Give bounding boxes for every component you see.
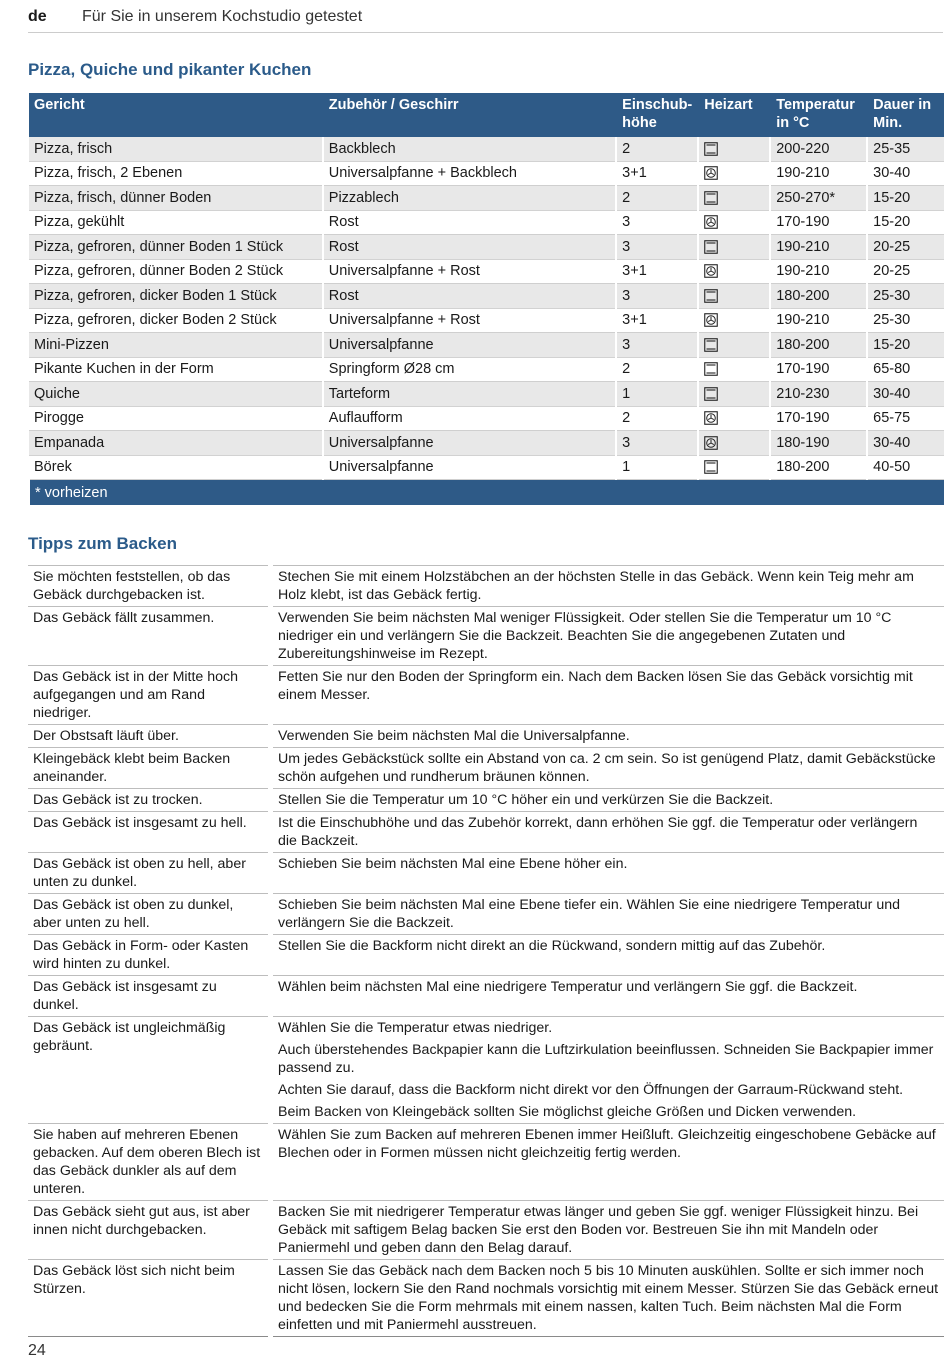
- tip-solution: [271, 1260, 945, 1337]
- table-row: [29, 186, 944, 211]
- tip-row: [28, 789, 944, 812]
- page-header: [28, 6, 943, 34]
- table-row: [29, 210, 944, 235]
- tip-solution: [271, 812, 945, 853]
- tip-solution: [271, 748, 945, 789]
- tip-problem: Das Gebäck ist oben zu hell, aber unten zu dunkel.: [28, 853, 271, 894]
- cell-heat: [698, 186, 770, 211]
- cell-dish: Empanada: [29, 431, 323, 456]
- cell-accessory: Backblech: [323, 137, 616, 161]
- cell-heat: [698, 137, 770, 161]
- cell-time: 15-20: [867, 333, 944, 358]
- cell-temp: 180-200: [770, 333, 867, 358]
- header-rule: [28, 32, 943, 33]
- table-row: [29, 308, 944, 333]
- cell-accessory: Auflaufform: [323, 406, 616, 431]
- cell-dish: Pizza, gekühlt: [29, 210, 323, 235]
- language-code: de: [28, 8, 47, 25]
- cell-dish: Pirogge: [29, 406, 323, 431]
- cell-heat: [698, 161, 770, 186]
- tip-row: [28, 812, 944, 853]
- hot-air-icon: [704, 263, 718, 279]
- cell-time: 25-30: [867, 284, 944, 309]
- tip-solution: [271, 1017, 945, 1124]
- table-row: [29, 235, 944, 260]
- tip-solution-paragraph: Stechen Sie mit einem Holzstäbchen an der höchsten Stelle in das Gebäck. Wenn kein Teig mehr am Holz klebt, ist das Gebäck fertig.: [278, 569, 914, 603]
- tips-table: [28, 565, 944, 1337]
- cell-time: 15-20: [867, 210, 944, 235]
- cell-time: 65-75: [867, 406, 944, 431]
- tip-row: [28, 1201, 944, 1260]
- cell-heat: [698, 333, 770, 358]
- section-title-tips: Tipps zum Backen: [28, 534, 177, 553]
- cell-level: 3: [616, 431, 698, 456]
- tip-solution: [271, 725, 945, 748]
- tip-solution-paragraph: Wählen Sie die Temperatur etwas niedriger.: [278, 1020, 553, 1036]
- top-bottom-heat-icon: [704, 386, 718, 402]
- tip-problem: Sie haben auf mehreren Ebenen gebacken. Auf dem oberen Blech ist das Gebäck dunkler als auf dem unteren.: [28, 1124, 271, 1201]
- section-title-pizza: Pizza, Quiche und pikanter Kuchen: [28, 60, 312, 79]
- table-row: [29, 357, 944, 382]
- tip-solution-paragraph: Beim Backen von Kleingebäck sollten Sie möglichst gleiche Größen und Dicken verwenden.: [278, 1104, 857, 1120]
- hot-air-icon: [704, 435, 718, 451]
- cell-heat: [698, 259, 770, 284]
- tip-row: [28, 894, 944, 935]
- cell-level: 3: [616, 333, 698, 358]
- tip-solution: [271, 1124, 945, 1201]
- col-accessory: Zubehör / Geschirr: [323, 93, 616, 137]
- tip-solution-paragraph: Auch überstehendes Backpapier kann die Luftzirkulation beeinflussen. Schneiden Sie Backpapier immer passend zu.: [278, 1042, 934, 1076]
- tip-solution: [271, 789, 945, 812]
- cell-accessory: Springform Ø28 cm: [323, 357, 616, 382]
- chapter-title: Für Sie in unserem Kochstudio getestet: [82, 8, 363, 25]
- cell-time: 20-25: [867, 235, 944, 260]
- tip-problem: Das Gebäck ist in der Mitte hoch aufgegangen und am Rand niedriger.: [28, 666, 271, 725]
- table-row: [29, 455, 944, 480]
- cell-accessory: Tarteform: [323, 382, 616, 407]
- cell-accessory: Rost: [323, 284, 616, 309]
- col-temp: Temperatur in °C: [770, 93, 867, 137]
- cell-heat: [698, 284, 770, 309]
- cell-time: 65-80: [867, 357, 944, 382]
- tip-row: [28, 607, 944, 666]
- cell-level: 3: [616, 235, 698, 260]
- tip-solution-paragraph: Verwenden Sie beim nächsten Mal weniger Flüssigkeit. Oder stellen Sie die Temperatur um 10 °C niedriger ein und verlängern Sie die Backzeit. Beachten Sie die angegebenen Zutaten und Zubereitungshinweise im Rezept.: [278, 610, 892, 662]
- tip-problem: Das Gebäck ist insgesamt zu dunkel.: [28, 976, 271, 1017]
- tip-solution-paragraph: Schieben Sie beim nächsten Mal eine Ebene tiefer ein. Wählen Sie eine niedrigere Temperatur und verlängern Sie die Backzeit.: [278, 897, 901, 931]
- cell-dish: Pizza, frisch, dünner Boden: [29, 186, 323, 211]
- tip-solution-paragraph: Wählen beim nächsten Mal eine niedrigere Temperatur und verlängern Sie ggf. die Backzeit.: [278, 979, 858, 995]
- cell-temp: 170-190: [770, 357, 867, 382]
- cell-temp: 190-210: [770, 235, 867, 260]
- tip-problem: Sie möchten feststellen, ob das Gebäck durchgebacken ist.: [28, 566, 271, 607]
- hot-air-icon: [704, 214, 718, 230]
- table-row: [29, 259, 944, 284]
- cell-heat: [698, 235, 770, 260]
- cell-dish: Pizza, gefroren, dünner Boden 1 Stück: [29, 235, 323, 260]
- top-bottom-heat-icon: [704, 288, 718, 304]
- hot-air-icon: [704, 410, 718, 426]
- tip-row: [28, 1124, 944, 1201]
- top-bottom-heat-icon: [704, 361, 718, 377]
- tip-row: [28, 666, 944, 725]
- cell-accessory: Pizzablech: [323, 186, 616, 211]
- cell-temp: 210-230: [770, 382, 867, 407]
- cell-dish: Börek: [29, 455, 323, 480]
- cell-temp: 190-210: [770, 161, 867, 186]
- cell-time: 25-30: [867, 308, 944, 333]
- cell-temp: 180-200: [770, 284, 867, 309]
- cell-level: 2: [616, 137, 698, 161]
- cell-dish: Pizza, frisch, 2 Ebenen: [29, 161, 323, 186]
- tip-solution: [271, 666, 945, 725]
- cell-dish: Pizza, gefroren, dicker Boden 1 Stück: [29, 284, 323, 309]
- tip-row: [28, 725, 944, 748]
- cell-time: 30-40: [867, 161, 944, 186]
- tip-solution-paragraph: Backen Sie mit niedrigerer Temperatur etwas länger und geben Sie ggf. weniger Flüssigkeit hinzu. Bei Gebäck mit saftigem Belag backen Sie erst den Boden vor. Bestreuen Sie ihn mit Mandeln oder Paniermehl und geben dann den Belag darauf.: [278, 1204, 919, 1256]
- tip-problem: Das Gebäck ist zu trocken.: [28, 789, 271, 812]
- tip-problem: Das Gebäck ist ungleichmäßig gebräunt.: [28, 1017, 271, 1124]
- tip-solution-paragraph: Fetten Sie nur den Boden der Springform ein. Nach dem Backen lösen Sie das Gebäck vorsichtig mit einem Messer.: [278, 669, 913, 703]
- pizza-table: [28, 93, 944, 506]
- tip-row: [28, 566, 944, 607]
- cell-level: 2: [616, 186, 698, 211]
- cell-accessory: Universalpfanne: [323, 333, 616, 358]
- cell-heat: [698, 357, 770, 382]
- cell-accessory: Universalpfanne: [323, 455, 616, 480]
- cell-temp: 250-270*: [770, 186, 867, 211]
- cell-time: 40-50: [867, 455, 944, 480]
- tip-row: [28, 1017, 944, 1124]
- tip-solution-paragraph: Schieben Sie beim nächsten Mal eine Ebene höher ein.: [278, 856, 628, 872]
- cell-dish: Pizza, frisch: [29, 137, 323, 161]
- table-row: [29, 431, 944, 456]
- tip-problem: Das Gebäck in Form- oder Kasten wird hinten zu dunkel.: [28, 935, 271, 976]
- hot-air-icon: [704, 165, 718, 181]
- cell-accessory: Universalpfanne + Rost: [323, 308, 616, 333]
- cell-time: 15-20: [867, 186, 944, 211]
- cell-time: 30-40: [867, 431, 944, 456]
- cell-level: 1: [616, 382, 698, 407]
- cell-temp: 190-210: [770, 259, 867, 284]
- table-row: [29, 161, 944, 186]
- tip-row: [28, 748, 944, 789]
- tip-problem: Kleingebäck klebt beim Backen aneinander.: [28, 748, 271, 789]
- tip-problem: Der Obstsaft läuft über.: [28, 725, 271, 748]
- page-number: 24: [28, 1342, 46, 1359]
- tip-problem: Das Gebäck ist insgesamt zu hell.: [28, 812, 271, 853]
- tip-solution: [271, 976, 945, 1017]
- top-bottom-heat-icon: [704, 141, 718, 157]
- cell-heat: [698, 308, 770, 333]
- table-row: [29, 406, 944, 431]
- tip-problem: Das Gebäck fällt zusammen.: [28, 607, 271, 666]
- cell-heat: [698, 406, 770, 431]
- cell-heat: [698, 455, 770, 480]
- tip-solution: [271, 1201, 945, 1260]
- tip-solution-paragraph: Verwenden Sie beim nächsten Mal die Universalpfanne.: [278, 728, 630, 744]
- cell-temp: 190-210: [770, 308, 867, 333]
- table-footnote: * vorheizen: [29, 480, 944, 506]
- tip-problem: Das Gebäck löst sich nicht beim Stürzen.: [28, 1260, 271, 1337]
- cell-time: 30-40: [867, 382, 944, 407]
- col-heat: Heizart: [698, 93, 770, 137]
- tip-solution: [271, 566, 945, 607]
- col-dish: Gericht: [29, 93, 323, 137]
- cell-temp: 180-200: [770, 455, 867, 480]
- table-row: [29, 333, 944, 358]
- cell-level: 2: [616, 357, 698, 382]
- tip-solution-paragraph: Stellen Sie die Backform nicht direkt an die Rückwand, sondern mittig auf das Zubehör.: [278, 938, 826, 954]
- hot-air-icon: [704, 312, 718, 328]
- cell-accessory: Rost: [323, 235, 616, 260]
- tip-solution: [271, 607, 945, 666]
- cell-time: 25-35: [867, 137, 944, 161]
- col-time: Dauer in Min.: [867, 93, 944, 137]
- cell-level: 3+1: [616, 161, 698, 186]
- cell-level: 2: [616, 406, 698, 431]
- tip-row: [28, 935, 944, 976]
- tip-solution-paragraph: Stellen Sie die Temperatur um 10 °C höher ein und verkürzen Sie die Backzeit.: [278, 792, 774, 808]
- cell-level: 3: [616, 210, 698, 235]
- tip-solution: [271, 894, 945, 935]
- cell-temp: 170-190: [770, 210, 867, 235]
- tip-solution-paragraph: Um jedes Gebäckstück sollte ein Abstand von ca. 2 cm sein. So ist genügend Platz, damit Gebäckstücke schön aufgehen und rundherum bräunen können.: [278, 751, 936, 785]
- top-bottom-heat-icon: [704, 190, 718, 206]
- cell-accessory: Rost: [323, 210, 616, 235]
- tip-solution-paragraph: Lassen Sie das Gebäck nach dem Backen noch 5 bis 10 Minuten auskühlen. Sollte er sich immer noch nicht lösen, lockern Sie den Rand nochmals vorsichtig mit einem Messer. Stürzen Sie das Gebäck erneut und bedecken Sie die Form mehrmals mit einem nassen, kalten Tuch. Beim nächsten Mal die Form einfetten und mit Paniermehl ausstreuen.: [278, 1263, 939, 1333]
- cell-time: 20-25: [867, 259, 944, 284]
- tip-problem: Das Gebäck ist oben zu dunkel, aber unten zu hell.: [28, 894, 271, 935]
- tip-solution-paragraph: Achten Sie darauf, dass die Backform nicht direkt vor den Öffnungen der Garraum-Rückwand steht.: [278, 1082, 904, 1098]
- cell-dish: Mini-Pizzen: [29, 333, 323, 358]
- top-bottom-heat-icon: [704, 239, 718, 255]
- cell-temp: 170-190: [770, 406, 867, 431]
- table-row: [29, 284, 944, 309]
- cell-accessory: Universalpfanne: [323, 431, 616, 456]
- top-bottom-heat-icon: [704, 459, 718, 475]
- cell-accessory: Universalpfanne + Backblech: [323, 161, 616, 186]
- top-bottom-heat-icon: [704, 337, 718, 353]
- cell-temp: 180-190: [770, 431, 867, 456]
- tip-solution-paragraph: Wählen Sie zum Backen auf mehreren Ebenen immer Heißluft. Gleichzeitig eingeschobene Gebäcke auf Blechen oder in Formen müssen nicht gleichzeitig fertig werden.: [278, 1127, 936, 1161]
- col-level: Einschub- höhe: [616, 93, 698, 137]
- cell-dish: Pizza, gefroren, dünner Boden 2 Stück: [29, 259, 323, 284]
- tip-row: [28, 853, 944, 894]
- tip-row: [28, 976, 944, 1017]
- cell-level: 3+1: [616, 259, 698, 284]
- tip-row: [28, 1260, 944, 1337]
- table-row: [29, 137, 944, 161]
- cell-accessory: Universalpfanne + Rost: [323, 259, 616, 284]
- tip-problem: Das Gebäck sieht gut aus, ist aber innen nicht durchgebacken.: [28, 1201, 271, 1260]
- cell-temp: 200-220: [770, 137, 867, 161]
- cell-heat: [698, 382, 770, 407]
- table-header-row: [29, 93, 944, 137]
- cell-level: 3: [616, 284, 698, 309]
- cell-heat: [698, 210, 770, 235]
- tip-solution: [271, 853, 945, 894]
- tip-solution-paragraph: Ist die Einschubhöhe und das Zubehör korrekt, dann erhöhen Sie ggf. die Temperatur oder verlängern die Backzeit.: [278, 815, 918, 849]
- cell-dish: Pikante Kuchen in der Form: [29, 357, 323, 382]
- cell-level: 3+1: [616, 308, 698, 333]
- tip-solution: [271, 935, 945, 976]
- cell-heat: [698, 431, 770, 456]
- cell-level: 1: [616, 455, 698, 480]
- cell-dish: Quiche: [29, 382, 323, 407]
- cell-dish: Pizza, gefroren, dicker Boden 2 Stück: [29, 308, 323, 333]
- table-row: [29, 382, 944, 407]
